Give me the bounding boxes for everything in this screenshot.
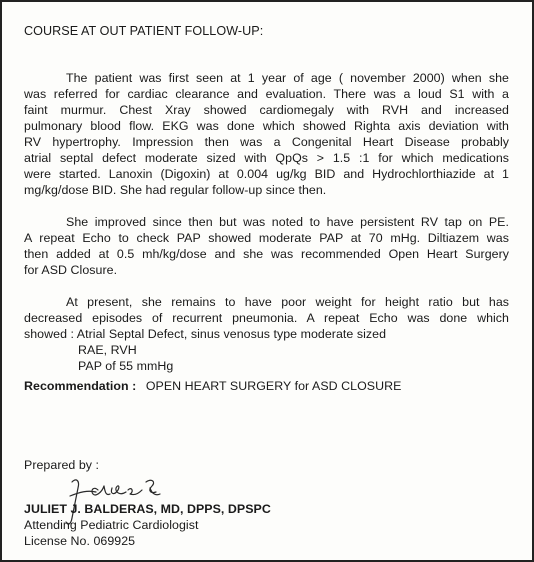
para1-line-7: were started. Lanoxin (Digoxin) at 0.004 ug/kg BID and Hydrochlorthiazide at 1	[24, 167, 509, 181]
para2-line-4: for ASD Closure.	[24, 263, 118, 277]
prepared-by-label: Prepared by :	[24, 458, 100, 472]
para1-line-3: faint murmur. Chest Xray showed cardiomegaly with RVH and increased	[24, 103, 509, 117]
signatory-name: JULIET J. BALDERAS, MD, DPPS, DPSPC	[24, 502, 271, 516]
para1-line-2: was referred for cardiac clearance and evaluation. There was a loud S1 with a	[24, 87, 509, 101]
para1-line-8: mg/kg/dose BID. She had regular follow-up since then.	[24, 183, 327, 197]
section-heading: COURSE AT OUT PATIENT FOLLOW-UP:	[24, 24, 264, 38]
para2-line-1: She improved since then but was noted to have persistent RV tap on PE.	[66, 215, 509, 229]
para3-line-1: At present, she remains to have poor weight for height ratio but has	[66, 295, 509, 309]
para3-line-2: decreased episodes of recurrent pneumonia. A repeat Echo was done which	[24, 311, 509, 325]
para2-line-2: A repeat Echo to check PAP showed moderate PAP at 70 mHg. Diltiazem was	[24, 231, 509, 245]
recommendation-value: OPEN HEART SURGERY for ASD CLOSURE	[145, 379, 402, 393]
recommendation	[24, 379, 401, 394]
signatory-title: Attending Pediatric Cardiologist	[24, 518, 199, 532]
signatory-license: License No. 069925	[24, 534, 136, 548]
para1-line-1: The patient was first seen at 1 year of age ( november 2000) when she	[66, 71, 509, 85]
para3-line-5: PAP of 55 mmHg	[78, 359, 174, 373]
para1-line-5: RV hypertrophy. Impression then was a Congenital Heart Disease probably	[24, 135, 509, 149]
para1-line-4: pulmonary blood flow. EKG was done which showed Righta axis deviation with	[24, 119, 509, 133]
recommendation-label: Recommendation :	[24, 379, 137, 393]
para2-line-3: then added at 0.5 mh/kg/dose and she was recommended Open Heart Surgery	[24, 247, 509, 261]
para3-line-4: RAE, RVH	[78, 343, 137, 357]
para1-line-6: atrial septal defect moderate sized with QpQs > 1.5 :1 for which medications	[24, 151, 509, 165]
para3-line-3: showed : Atrial Septal Defect, sinus venosus type moderate sized	[24, 327, 387, 341]
